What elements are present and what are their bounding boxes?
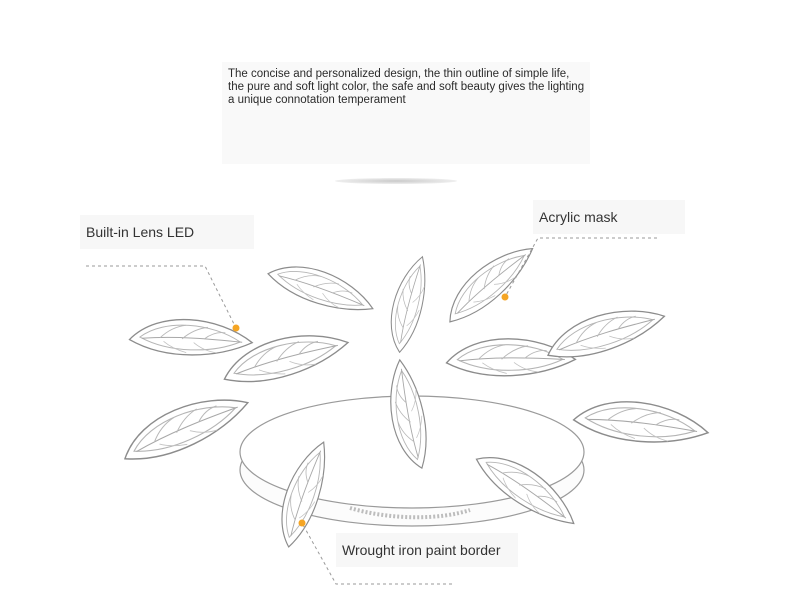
callout-border-label: Wrought iron paint border xyxy=(342,542,501,558)
callout-border xyxy=(336,533,518,567)
description-text: The concise and personalized design, the thin outline of simple life, the pure and soft light color, the safe and soft beauty gives the lighting a unique connotation temperament xyxy=(228,68,585,106)
leaf-right-bottom xyxy=(572,389,712,456)
callout-led-label: Built-in Lens LED xyxy=(86,224,195,240)
marker-border xyxy=(299,520,306,527)
marker-led xyxy=(233,325,240,332)
leaf-left-top xyxy=(128,311,254,364)
callout-led xyxy=(80,215,254,249)
leaf-top-right xyxy=(435,238,544,328)
callout-acrylic xyxy=(533,200,685,234)
callout-acrylic-label: Acrylic mask xyxy=(539,209,618,225)
leaf-top-left xyxy=(265,251,378,327)
leaf-top-center xyxy=(378,253,439,355)
leader-line-acrylic xyxy=(505,238,657,297)
leaf-left-bottom xyxy=(115,388,255,468)
marker-acrylic xyxy=(502,294,509,301)
leaf-right-top xyxy=(542,302,669,363)
leader-line-led xyxy=(86,266,236,328)
